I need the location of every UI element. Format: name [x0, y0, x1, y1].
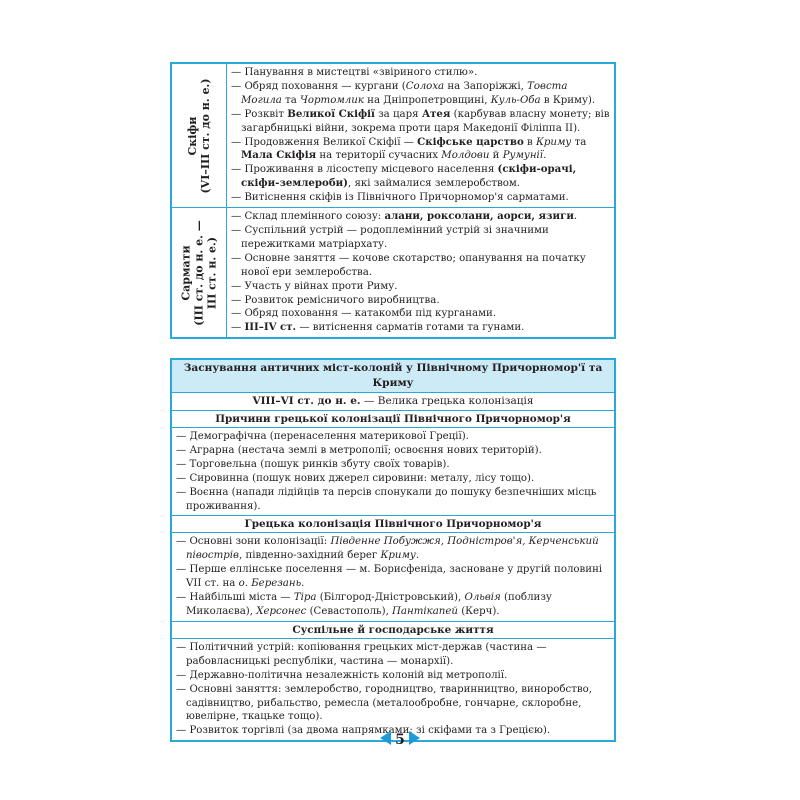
page-number: 5 [395, 732, 405, 748]
list-item: — Проживання в лісостепу місцевого населення (скіфи-орачі, скіфи-землероби), які займалися землеробством. [231, 163, 610, 191]
list-item: — Витіснення скіфів із Північного Причорномор'я сарматами. [231, 191, 610, 205]
list-item: — Склад племінного союзу: алани, роксолани, аорси, язиги. [231, 210, 610, 224]
list-item: — Розвиток торгівлі (за двома напрямками: зі скіфами та з Грецією). [176, 724, 610, 738]
page-navigation [0, 731, 800, 748]
scythians-content [227, 64, 614, 207]
list-item: — Основні заняття: землеробство, городництво, тваринництво, виноробство, садівництво, рибальство, ремесла (металообробне, гончарне, склоробне, ювелірне, ткацьке тощо). [176, 683, 610, 725]
scythians-side-label [172, 64, 227, 207]
colonies-header: Заснування античних міст-колоній у Північному Причорномор'ї та Криму [172, 360, 614, 393]
list-item: — Основне заняття — кочове скотарство; опанування на початку нової ери землеробства. [231, 252, 610, 280]
colonization-title: Грецька колонізація Північного Причорномор'я [172, 515, 614, 533]
sarmatians-title: Сармати [179, 245, 193, 301]
list-item: — Торговельна (пошук ринків збуту своїх товарів). [176, 458, 610, 472]
list-item: — Обряд поховання — катакомби під курганами. [231, 307, 610, 321]
list-item: — Воєнна (напади лідійців та персів спонукали до пошуку безпечніших місць проживання). [176, 486, 610, 514]
list-item: — III–IV ст. — витіснення сарматів готами та гунами. [231, 321, 610, 335]
list-item: — Політичний устрій: копіювання грецьких міст-держав (частина — рабовласницькі республіки, частина — монархії). [176, 641, 610, 669]
list-item: — Суспільний устрій — родоплемінний устрій зі значними пережитками матріархату. [231, 224, 610, 252]
list-item: — Перше еллінське поселення — м. Борисфеніда, засноване у другій половині VII ст. на о. Березань. [176, 563, 610, 591]
sarmatians-dates: (III ст. до н. е. — [192, 219, 206, 326]
colonization-period [172, 393, 614, 411]
list-item: — Демографічна (перенаселення материкової Греції). [176, 430, 610, 444]
next-page-arrow-icon[interactable] [409, 731, 420, 745]
sarmatians-content [227, 208, 614, 337]
life-title: Суспільне й господарське життя [172, 621, 614, 639]
colonization-list [172, 533, 614, 620]
previous-page-arrow-icon[interactable] [380, 731, 391, 745]
life-list [172, 639, 614, 740]
peoples-table [170, 62, 616, 339]
scythians-title: Скіфи [186, 116, 199, 156]
list-item: — Обряд поховання — кургани (Солоха на Запоріжжі, Товста Могила та Чортомлик на Дніпропетровщині, Куль-Оба в Криму). [231, 80, 610, 108]
causes-title: Причини грецької колонізації Північного Причорномор'я [172, 411, 614, 428]
list-item: — Найбільші міста — Тіра (Білгород-Дністровський), Ольвія (поблизу Миколаєва), Херсонес (Севастополь), Пантікапей (Керч). [176, 591, 610, 619]
list-item: — Участь у війнах проти Риму. [231, 280, 610, 294]
causes-list [172, 428, 614, 515]
sarmatians-side-label [172, 208, 227, 337]
scythians-row [172, 64, 614, 208]
period-dates: VIII–VI ст. до н. е. [252, 395, 361, 407]
colonies-table [170, 358, 616, 742]
scythians-dates: (VI–III ст. до н. е.) [199, 77, 212, 194]
sarmatians-dates-2: III ст. н. е.) [205, 236, 219, 309]
list-item: — Розквіт Великої Скіфії за царя Атея (карбував власну монету; вів загарбницькі війни, зокрема проти царя Македонії Філіппа II). [231, 108, 610, 136]
list-item: — Основні зони колонізації: Південне Побужжя, Подністров'я, Керченський півострів, південно-західний берег Криму. [176, 535, 610, 563]
list-item: — Аграрна (нестача землі в метрополії; освоєння нових територій). [176, 444, 610, 458]
list-item: — Державно-політична незалежність колоній від метрополії. [176, 669, 610, 683]
list-item: — Розвиток ремісничого виробництва. [231, 294, 610, 308]
list-item: — Панування в мистецтві «звіриного стилю». [231, 66, 610, 80]
list-item: — Продовження Великої Скіфії — Скіфське царство в Криму та Мала Скіфія на території сучасних Молдови й Румунії. [231, 136, 610, 164]
sarmatians-row [172, 208, 614, 337]
period-label: — Велика грецька колонізація [360, 395, 534, 407]
list-item: — Сировинна (пошук нових джерел сировини: металу, лісу тощо). [176, 472, 610, 486]
